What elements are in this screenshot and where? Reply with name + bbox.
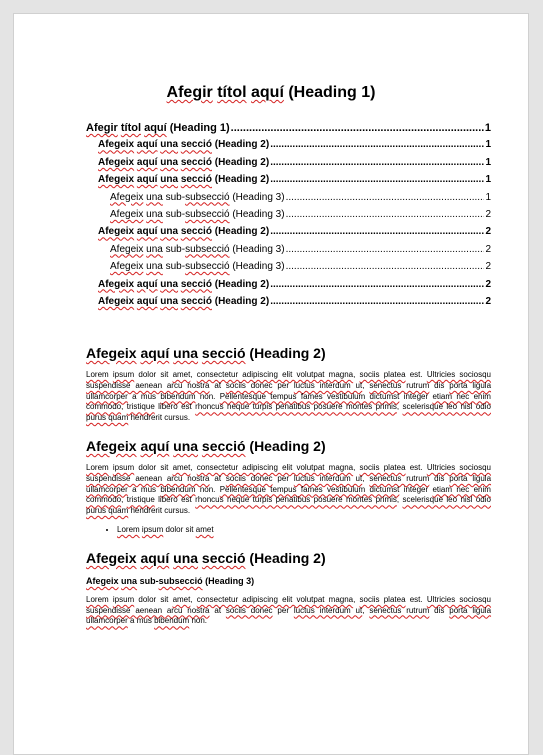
toc-entry-heading-3[interactable]: Afegeix una sub-subsecció (Heading 3) ..... 2 — [86, 209, 491, 226]
subsection-heading: Afegeix una sub-subsecció (Heading 3) — [86, 575, 255, 586]
table-of-contents — [86, 122, 491, 313]
section-heading: Afegeix aquí una secció (Heading 2) — [86, 345, 326, 361]
toc-entry-heading-3[interactable]: Afegeix una sub-subsecció (Heading 3) ..... 2 — [86, 261, 491, 278]
toc-page-number: 2 — [485, 226, 491, 238]
toc-page-number: 2 — [485, 295, 491, 307]
toc-page-number: 2 — [485, 278, 491, 290]
list-item: • Lorem ipsum dolor sit amet — [117, 525, 491, 536]
bullet-list — [86, 525, 491, 536]
document-title: Afegir títol aquí (Heading 1) — [166, 84, 376, 101]
toc-entry-heading-2[interactable]: Afegeix aquí una secció (Heading 2) ..... 1 — [86, 157, 491, 174]
toc-page-number: 1 — [485, 191, 491, 203]
toc-entry-heading-3[interactable]: Afegeix una sub-subsecció (Heading 3) ..... 1 — [86, 192, 491, 209]
toc-page-number: 2 — [485, 261, 491, 273]
toc-page-number: 1 — [485, 139, 491, 151]
toc-page-number: 2 — [485, 243, 491, 255]
body-paragraph: Lorem ipsum dolor sit amet, consectetur adipiscing elit volutpat magna, sociis platea est. Ultricies sociosqu suspendisse aenean arcu nostra at sociis donec per luctus interdum ut, senectus rutrum dis porta ligula ullamcorper a mus bibendum non. Pellentesque tempus fames vestibulum dictumst integer etiam nec enim commodo, tristique libero est rhoncus neque turpis penatibus posuere montes primis, scelerisque leo nisl odio purus quam hendrerit cursus. — [86, 462, 492, 516]
body-paragraph: Lorem ipsum dolor sit amet, consectetur adipiscing elit volutpat magna, sociis platea est. Ultricies sociosqu suspendisse aenean arcu nostra at sociis donec per luctus interdum ut, senectus rutrum dis porta ligula ullamcorper a mus bibendum non. Pellentesque tempus fames vestibulum dictumst integer etiam nec enim commodo, tristique libero est rhoncus neque turpis penatibus posuere montes primis, scelerisque leo nisl odio purus quam hendrerit cursus. — [86, 370, 492, 423]
toc-entry-heading-1[interactable]: Afegir títol aquí (Heading 1) ..... 1 — [86, 122, 491, 139]
toc-entry-heading-2[interactable]: Afegeix aquí una secció (Heading 2) ..... 2 — [86, 279, 491, 296]
toc-entry-heading-2[interactable]: Afegeix aquí una secció (Heading 2) ..... 1 — [86, 174, 491, 191]
document-body[interactable] — [86, 344, 491, 627]
toc-entry-heading-2[interactable]: Afegeix aquí una secció (Heading 2) ..... 2 — [86, 226, 491, 243]
toc-page-number: 1 — [485, 174, 491, 186]
toc-entry-heading-3[interactable]: Afegeix una sub-subsecció (Heading 3) ..... 2 — [86, 244, 491, 261]
toc-entry-heading-2[interactable]: Afegeix aquí una secció (Heading 2) ..... 1 — [86, 139, 491, 156]
toc-page-number: 1 — [484, 122, 491, 134]
document-page[interactable] — [13, 13, 529, 755]
body-paragraph: Lorem ipsum dolor sit amet, consectetur adipiscing elit volutpat magna, sociis platea est. Ultricies sociosqu suspendisse aenean arcu nostra at sociis donec per luctus interdum ut, senectus rutrum dis porta ligula ullamcorper a mus bibendum non. — [86, 594, 492, 626]
toc-page-number: 2 — [485, 208, 491, 220]
toc-entry-heading-2[interactable]: Afegeix aquí una secció (Heading 2) ..... 2 — [86, 296, 491, 313]
section-heading: Afegeix aquí una secció (Heading 2) — [86, 437, 326, 454]
toc-page-number: 1 — [485, 156, 491, 168]
section-heading: Afegeix aquí una secció (Heading 2) — [86, 549, 326, 566]
